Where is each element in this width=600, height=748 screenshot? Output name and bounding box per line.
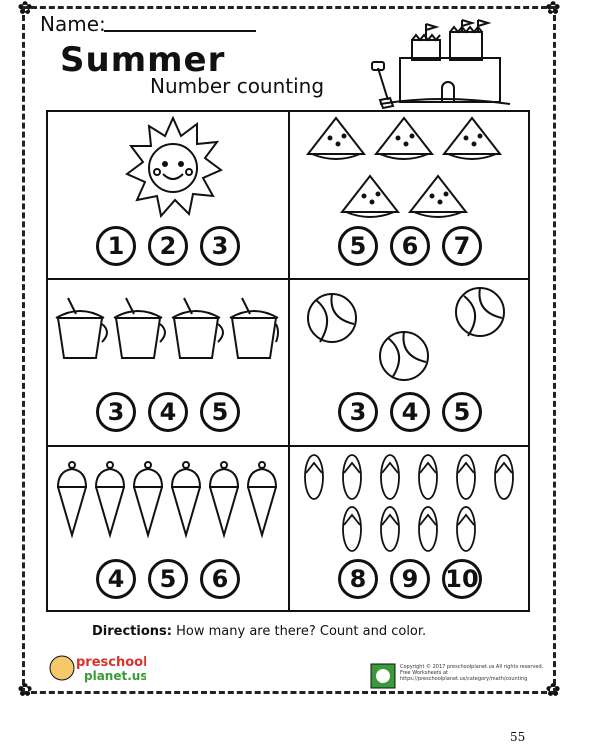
watermelon-icon [376, 118, 432, 159]
preschool-planet-logo [44, 648, 146, 690]
answer-circle-9[interactable]: 9 [390, 559, 430, 599]
ice-cream-icon [58, 462, 86, 535]
cell-flip-flops [290, 447, 530, 612]
counting-grid [46, 110, 530, 612]
beach-ball-icon [308, 294, 356, 342]
flip-flop-icon [343, 507, 361, 551]
copyright-text: Copyright © 2017 preschoolplanet.us All rights reserved. Free Worksheets at https://preschoolplanet.us/category/math/counting [400, 664, 544, 682]
answer-circle-2[interactable]: 2 [148, 226, 188, 266]
flip-flop-icon [419, 455, 437, 499]
logo-text-line1: preschool [76, 655, 146, 670]
directions [92, 624, 426, 639]
watermelon-slices-group [298, 114, 518, 224]
cell-watermelon [290, 112, 530, 278]
watermelon-icon [342, 176, 398, 217]
watermelon-icon [444, 118, 500, 159]
directions-text: How many are there? Count and color. [176, 624, 427, 639]
flip-flop-icon [305, 455, 323, 499]
corner-ornament-icon: ✿ [17, 0, 33, 19]
cell-beach-balls [290, 280, 530, 445]
flip-flop-icon [457, 507, 475, 551]
sand-bucket-icon [56, 298, 107, 358]
logo-text-line2: planet.us [84, 669, 146, 683]
answer-circle-5[interactable]: 5 [338, 226, 378, 266]
ice-cream-icon [96, 462, 124, 535]
ice-cream-icon [248, 462, 276, 535]
flip-flop-icon [381, 455, 399, 499]
beach-balls-group [296, 286, 524, 386]
corner-ornament-icon: ✿ [17, 680, 33, 701]
watermelon-icon [308, 118, 364, 159]
answer-circle-3[interactable]: 3 [200, 226, 240, 266]
page-subtitle: Number counting [150, 74, 325, 98]
ice-cream-group [52, 459, 284, 539]
answer-circle-8[interactable]: 8 [338, 559, 378, 599]
sand-bucket-icon [230, 298, 278, 358]
beach-ball-icon [380, 332, 428, 380]
cell-ice-cream [48, 447, 288, 612]
answer-circle-6[interactable]: 6 [200, 559, 240, 599]
sand-bucket-icon [114, 298, 165, 358]
name-label: Name: [40, 12, 106, 36]
answer-circle-4[interactable]: 4 [390, 392, 430, 432]
watermelon-icon [410, 176, 466, 217]
badge-icon [370, 663, 396, 689]
answer-circle-5[interactable]: 5 [148, 559, 188, 599]
corner-ornament-icon: ✿ [545, 680, 561, 701]
answer-circle-3[interactable]: 3 [338, 392, 378, 432]
corner-ornament-icon: ✿ [545, 0, 561, 19]
flip-flops-group [296, 451, 524, 557]
answer-circle-4[interactable]: 4 [148, 392, 188, 432]
flip-flop-icon [419, 507, 437, 551]
answer-circle-4[interactable]: 4 [96, 559, 136, 599]
ice-cream-icon [210, 462, 238, 535]
ice-cream-icon [134, 462, 162, 535]
page-number: 55 [510, 730, 526, 744]
flip-flop-icon [343, 455, 361, 499]
beach-ball-icon [456, 288, 504, 336]
sand-bucket-icon [172, 298, 223, 358]
directions-label: Directions: [92, 624, 172, 639]
sandcastle-icon [350, 18, 515, 110]
sand-buckets-group [54, 294, 282, 364]
sun-icon [123, 116, 223, 220]
answer-circle-1[interactable]: 1 [96, 226, 136, 266]
flip-flop-icon [381, 507, 399, 551]
logo-icon [44, 648, 146, 690]
page-title: Summer [60, 40, 226, 80]
name-field[interactable] [104, 30, 256, 32]
flip-flop-icon [495, 455, 513, 499]
answer-circle-10[interactable]: 10 [442, 559, 482, 599]
cell-sand-buckets [48, 280, 288, 445]
answer-circle-5[interactable]: 5 [200, 392, 240, 432]
answer-circle-5[interactable]: 5 [442, 392, 482, 432]
flip-flop-icon [457, 455, 475, 499]
answer-circle-7[interactable]: 7 [442, 226, 482, 266]
answer-circle-6[interactable]: 6 [390, 226, 430, 266]
answer-circle-3[interactable]: 3 [96, 392, 136, 432]
cell-sun [48, 112, 288, 278]
ice-cream-icon [172, 462, 200, 535]
